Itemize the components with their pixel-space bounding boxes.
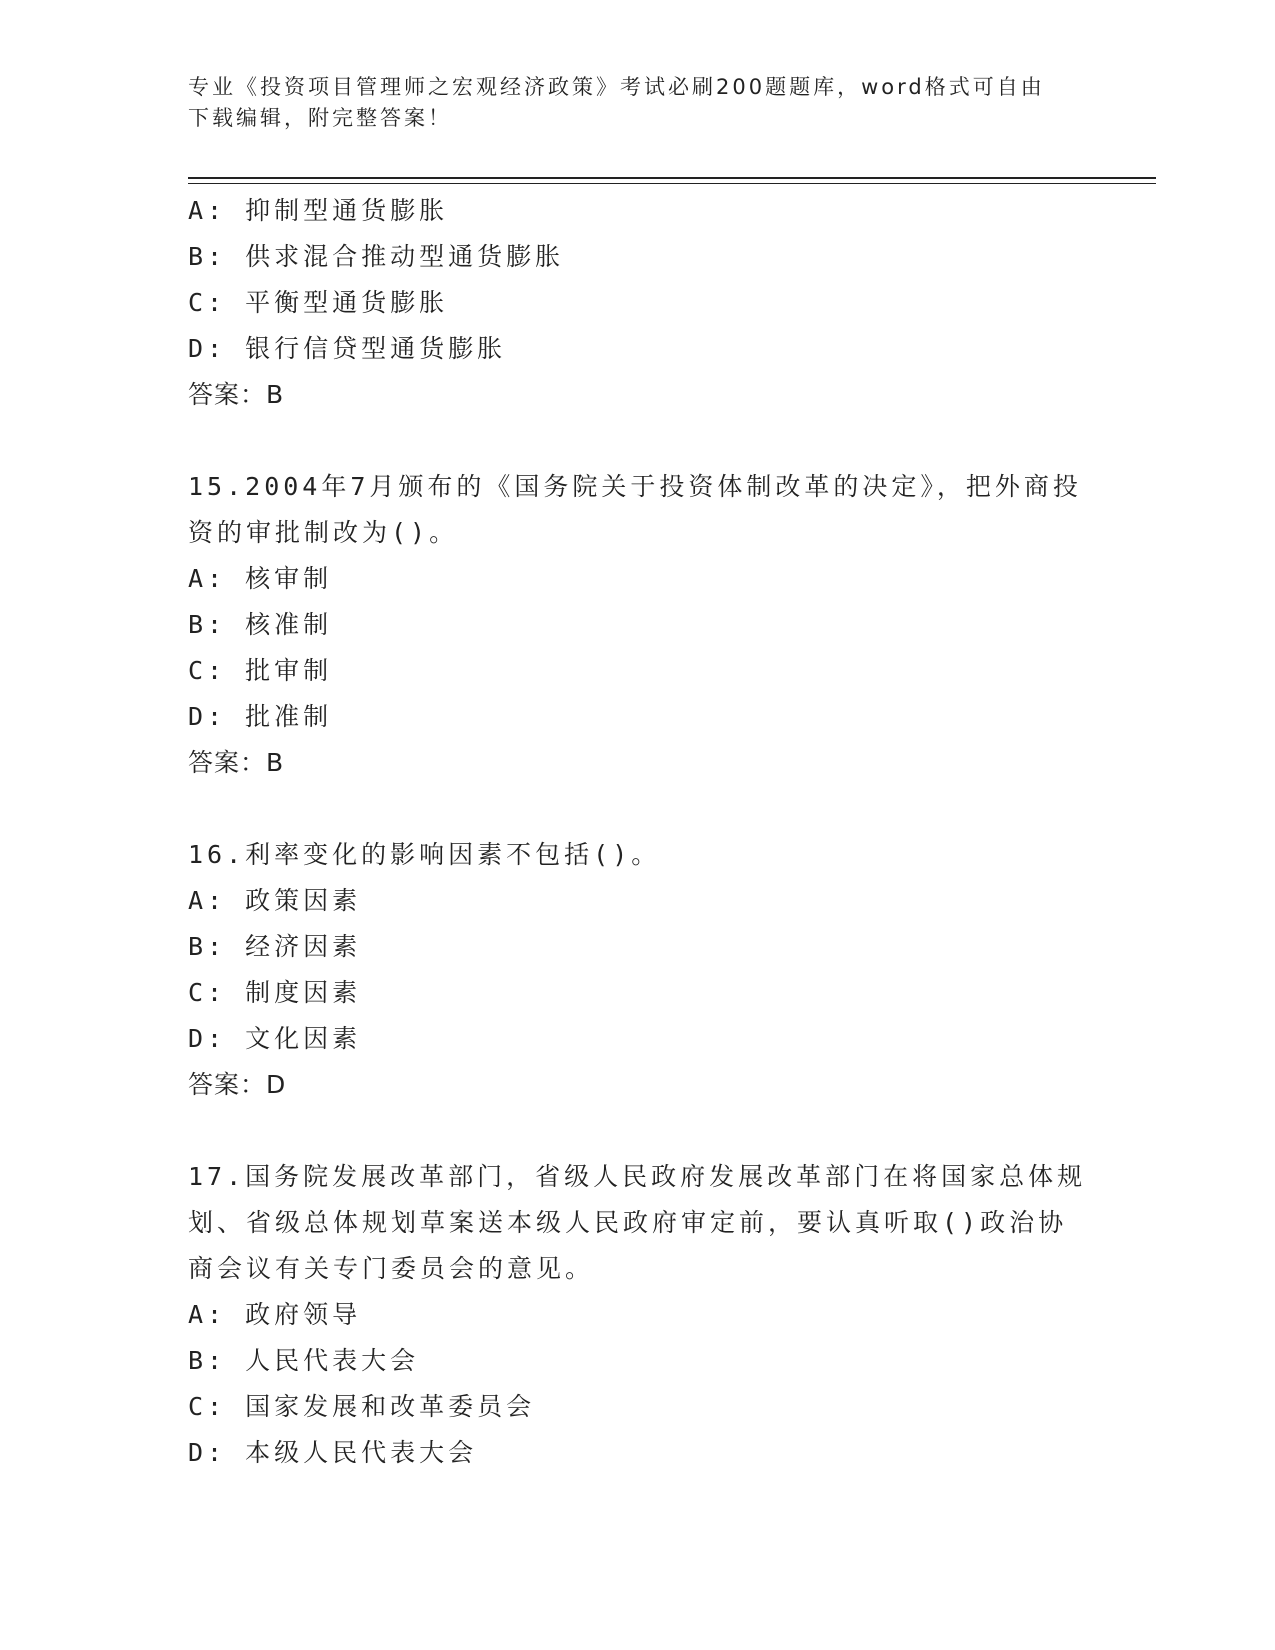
document-header — [188, 72, 1068, 134]
question-stem-line: 16.利率变化的影响因素不包括()。 — [188, 840, 661, 869]
option-a: A: 抑制型通货膨胀 — [188, 196, 449, 225]
answer-line: 答案：B — [188, 748, 285, 777]
question-16 — [188, 832, 1088, 1108]
option-d: D: 本级人民代表大会 — [188, 1438, 478, 1467]
question-stem-line: 划、省级总体规划草案送本级人民政府审定前，要认真听取()政治协 — [188, 1208, 1068, 1237]
option-b: B: 人民代表大会 — [188, 1346, 420, 1375]
question-spacer — [188, 786, 1088, 832]
question-spacer — [188, 1108, 1088, 1154]
option-a: A: 政府领导 — [188, 1300, 362, 1329]
header-line-2: 下载编辑，附完整答案！ — [188, 106, 452, 130]
option-d: D: 银行信贷型通货膨胀 — [188, 334, 507, 363]
answer-line: 答案：D — [188, 1070, 287, 1099]
option-c: C: 制度因素 — [188, 978, 362, 1007]
option-c: C: 平衡型通货膨胀 — [188, 288, 449, 317]
question-15 — [188, 464, 1088, 786]
option-d: D: 文化因素 — [188, 1024, 362, 1053]
question-stem-line: 资的审批制改为()。 — [188, 518, 459, 547]
option-c: C: 国家发展和改革委员会 — [188, 1392, 536, 1421]
option-b: B: 核准制 — [188, 610, 333, 639]
option-b: B: 供求混合推动型通货膨胀 — [188, 242, 565, 271]
question-stem-line: 17.国务院发展改革部门，省级人民政府发展改革部门在将国家总体规 — [188, 1162, 1087, 1191]
question-stem-line: 商会议有关专门委员会的意见。 — [188, 1254, 595, 1283]
option-b: B: 经济因素 — [188, 932, 362, 961]
question-list — [188, 188, 1088, 1476]
option-a: A: 核审制 — [188, 564, 333, 593]
header-divider-thin — [188, 183, 1156, 184]
header-line-1: 专业《投资项目管理师之宏观经济政策》考试必刷200题题库，word格式可自由 — [188, 75, 1045, 99]
option-d: D: 批准制 — [188, 702, 333, 731]
answer-line: 答案：B — [188, 380, 285, 409]
option-c: C: 批审制 — [188, 656, 333, 685]
option-a: A: 政策因素 — [188, 886, 362, 915]
header-divider-thick — [188, 177, 1156, 179]
question-14 — [188, 188, 1088, 418]
question-17 — [188, 1154, 1088, 1476]
question-stem-line: 15.2004年7月颁布的《国务院关于投资体制改革的决定》，把外商投 — [188, 472, 1082, 501]
question-spacer — [188, 418, 1088, 464]
